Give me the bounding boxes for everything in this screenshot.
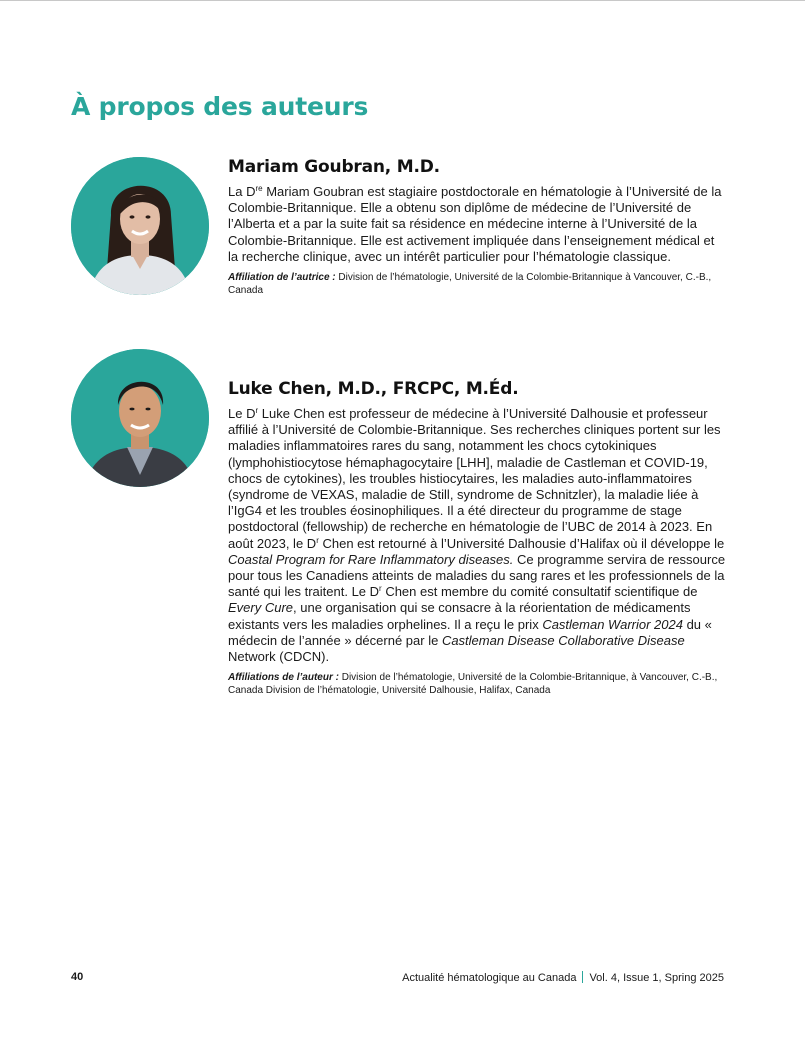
author-affiliation bbox=[228, 271, 728, 297]
affiliation-text: Division de l’hématologie, Université de la Colombie-Britannique à Vancouver, C.-B., Canada bbox=[228, 272, 712, 297]
page-number: 40 bbox=[71, 971, 84, 983]
author-bio: La Dre Mariam Goubran est stagiaire postdoctorale en hématologie à l’Université de la Colombie-Britannique. Elle a obtenu son diplôme de médecine de l’Université de l’Alberta et a par la suite fait sa résidence en médecine interne à l’Université de la Colombie-Britannique. Elle est activement impliquée dans l’enseignement médical et la recherche clinique, avec un intérêt particulier pour l’hématologie classique. bbox=[228, 184, 722, 264]
author-bio: Le $D^r$ Luke Chen est professeur de médecine à l’Université Dalhousie et professeur affilié à l’Université de Colombie-Britannique. Ses recherches cliniques portent sur les maladies inflammatoires rares du sang, notamment les chocs cytokiniques (lymphohistiocytose hémaphagocytaire [LHH], maladie de Castleman et COVID-19, chocs de cytokines), les troubles histiocytaires, les maladies auto-inflammatoires (syndrome de VEXAS, maladie de Still, syndrome de Schnitzler), la maladie liée à l’IgG4 et les troubles éosinophiliques. Il a été directeur du programme de stage postdoctoral (fellowship) de recherche en hématologie de l’UBC de 2014 à 2023. En août 2023, le $D^r$ Chen est retourné à l’Université Dalhousie d’Halifax où il développe le Coastal Program for Rare Inflammatory diseases. Ce programme servira de ressource pour tous les Canadiens atteints de maladies du sang rares et les professionnels de la santé qui les traitent. Le $D^r$ Chen est membre du comité consultatif scientifique de Every Cure, une organisation qui se consacre à la réorientation de médicaments existants vers les maladies orphelines. Il a reçu le prix Castleman Warrior 2024 du « médecin de l’année » décerné par le Castleman Disease Collaborative Disease Network (CDCN). bbox=[228, 406, 726, 665]
issue-info: Vol. 4, Issue 1, Spring 2025 bbox=[589, 972, 724, 984]
author-text-chen bbox=[228, 379, 728, 697]
affiliation-text: Division de l’hématologie, Université de la Colombie-Britannique, à Vancouver, C.-B., Canada Division de l’hématologie, Université Dalhousie, Halifax, Canada bbox=[228, 672, 718, 697]
footer-citation bbox=[402, 971, 724, 984]
author-affiliation bbox=[228, 671, 728, 697]
footer-separator bbox=[582, 971, 583, 983]
journal-name: Actualité hématologique au Canada bbox=[402, 972, 577, 984]
page-top-rule bbox=[0, 0, 805, 1]
page-footer bbox=[71, 971, 724, 987]
affiliation-label: Affiliation de l’autrice : bbox=[228, 272, 336, 284]
author-name: Mariam Goubran, M.D. bbox=[228, 157, 440, 177]
section-title: À propos des auteurs bbox=[71, 92, 369, 121]
author-photo-chen bbox=[71, 349, 209, 487]
author-name: Luke Chen, M.D., FRCPC, M.Éd. bbox=[228, 379, 519, 399]
affiliation-label: Affiliations de l’auteur : bbox=[228, 672, 339, 684]
author-photo-goubran bbox=[71, 157, 209, 295]
author-text-goubran bbox=[228, 157, 728, 297]
